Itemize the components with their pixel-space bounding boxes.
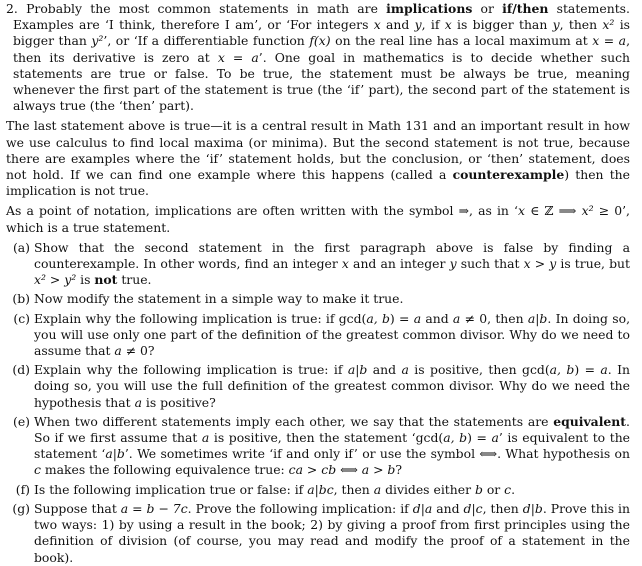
math-term: y [449,256,457,272]
math-term: c [34,462,41,478]
math-term: a|bc [307,481,334,497]
math-term: a [401,362,409,378]
part-label: (f) [15,481,30,497]
math-term: d|a [412,500,433,516]
text-run: . So if we first assume that [34,413,630,446]
math-term: x > y [523,256,557,272]
bold-term: counterexample [452,167,565,183]
math-term: a [491,430,499,446]
math-term: a, b [443,430,468,446]
part-text [34,240,630,289]
text-run: statements. Examples are ‘I think, therefore I am’, or ‘For integers [13,1,630,33]
text-run: is bigger than [13,17,631,49]
math-term: a = b − 7c [120,500,188,516]
bold-term: if/then [502,1,549,16]
text-run: ’. One goal in mathematics is to decide whether such statements are true or false. To be true, the statement must be always be true, meaning whenever the first part of the statement is true (the ‘if’ part), the second part of the statement is always true (the ‘then’ part). [13,49,630,114]
math-term: a, b [549,362,575,378]
text-run: and [367,362,402,378]
part-label: (e) [12,413,30,429]
text-run: and [380,17,415,33]
text-run: Explain why the following implication is true: if [34,362,348,378]
intro-paragraph [6,1,630,114]
math-term: x = a [592,33,627,49]
text-run: , then its derivative is zero at [13,33,631,65]
text-run: is positive, then the statement ‘gcd( [209,430,444,446]
math-term: ca > cb [288,462,337,478]
math-term: x² [602,17,615,33]
math-term: f(x) [309,33,331,49]
text-run: . [511,481,516,497]
text-run: is bigger than [451,17,553,33]
part-item [6,362,630,411]
text-run: . In doing so, you will use only one part of the definition of the greatest common divisor. Why do we need to assume that [34,310,631,359]
notation-paragraph [6,203,630,235]
text-run: ’, or ‘If a differentiable function [103,33,310,49]
text-run: Suppose that [34,500,121,516]
text-run: ’ is equivalent to the statement ‘ [34,430,631,462]
math-term: x² > y² [34,272,77,288]
text-run: ⟺ [336,462,362,478]
text-run: and [432,500,464,516]
math-term: a [373,481,382,497]
text-run: Explain why the following implication is true: if gcd( [34,310,367,326]
math-term: y [552,17,560,33]
math-term: a, b [366,310,390,326]
part-text [34,311,630,360]
bold-term: not [94,272,118,288]
bold-term: equivalent [553,413,627,429]
math-term: x [444,17,452,33]
bold-term: implications [386,1,473,16]
text-run: ∈ ℤ ⟹ [525,203,582,219]
math-term: y [414,17,422,33]
part-label: (a) [12,239,30,255]
text-run: , if [421,17,445,33]
part-item [6,501,630,566]
text-run: The last statement above is true—it is a central result in Math 131 and an important result in how we use calculus to find local maxima (or minima). But the second statement is not true, because there are examples where the ‘if’ statement holds, but the conclusion, or ‘then’ statement, does not hold. If we can find one example where this happens (called a [6,118,630,183]
text-run: ’. We sometimes write ‘if and only if’ or use the symbol ⟺. What hypothesis on [124,446,630,462]
text-run: As a point of notation, implications are often written with the symbol ⇒, as in ‘ [6,203,518,219]
math-term: y² [91,33,104,49]
text-run: or [472,1,503,16]
math-term: a [201,430,210,446]
math-term: a [600,362,608,378]
math-term: b [474,481,483,497]
text-run: Now modify the statement in a simple way to make it true. [34,291,404,307]
text-run: ) then the implication is not true. [6,167,630,199]
part-item [6,240,630,289]
text-run: such that [456,256,524,272]
math-term: a [452,310,461,326]
parts-list [6,240,630,566]
math-term: a|b [347,362,368,378]
part-text [34,482,630,498]
math-term: a|b [105,446,125,462]
problem-number: 2. [6,1,18,16]
text-run: Is the following implication true or false: if [34,481,308,497]
part-text [34,362,630,411]
text-run: is positive? [141,394,216,410]
math-term: c [504,481,512,497]
counterexample-paragraph [6,118,630,199]
text-run: is true, but [556,256,630,272]
text-run: Probably the most common statements in math are [26,1,387,16]
text-run: . Prove the following implication: if [187,500,413,516]
text-run: is positive, then gcd( [408,362,550,378]
math-term: x [518,203,525,219]
part-label: (g) [12,500,30,516]
math-term: x [373,17,381,33]
part-item [6,482,630,498]
math-term: a [413,310,422,326]
part-text [34,414,630,479]
math-term: a [134,394,142,410]
text-run: . In doing so, you will use the full definition of the greatest common divisor. Why do we need the hypothesis that [34,362,630,410]
text-run: When two different statements imply each other, we say that the statements are [34,413,554,429]
text-run: , then [559,17,603,33]
math-term: x = a [217,49,259,65]
text-run: or [482,481,505,497]
text-run: ≠ 0? [121,343,155,359]
text-run: ) = [574,362,601,378]
text-run: ) = [467,430,492,446]
text-run: . Prove this in two ways: 1) by using a result in the book; 2) by giving a proof from first principles using the definition of division (of course, you may read and modify the proof of a statement in the book). [34,500,630,565]
text-run: , then [333,481,374,497]
part-item [6,291,630,307]
text-run: and [421,310,453,326]
text-run: divides either [381,481,475,497]
part-item [6,414,630,479]
text-run: ) = [389,310,414,326]
text-run: , then [482,500,523,516]
math-term: d|c [463,500,483,516]
text-run: on the real line has a local maximum at [330,33,593,49]
text-run: makes the following equivalence true: [40,462,289,478]
part-text [34,291,630,307]
math-term: a > b [361,462,396,478]
text-run: ≠ 0, then [460,310,528,326]
part-label: (c) [13,310,30,326]
part-label: (d) [12,362,30,378]
text-run: ? [395,462,403,478]
text-run: true. [117,272,152,288]
text-run: and an integer [348,256,450,272]
part-item [6,311,630,360]
text-run: is [76,272,95,288]
math-term: a [114,343,122,359]
part-text [34,501,630,566]
math-term: a|b [527,310,548,326]
text-run: Show that the second statement in the first paragraph above is false by finding a counterexample. In other words, find an integer [34,239,630,272]
math-term: x² [581,203,594,219]
part-label: (b) [12,291,30,307]
text-run: ≥ 0’, which is a true statement. [6,203,630,235]
intro-text [13,1,630,113]
math-term: d|b [522,500,543,516]
math-term: x [341,256,349,272]
